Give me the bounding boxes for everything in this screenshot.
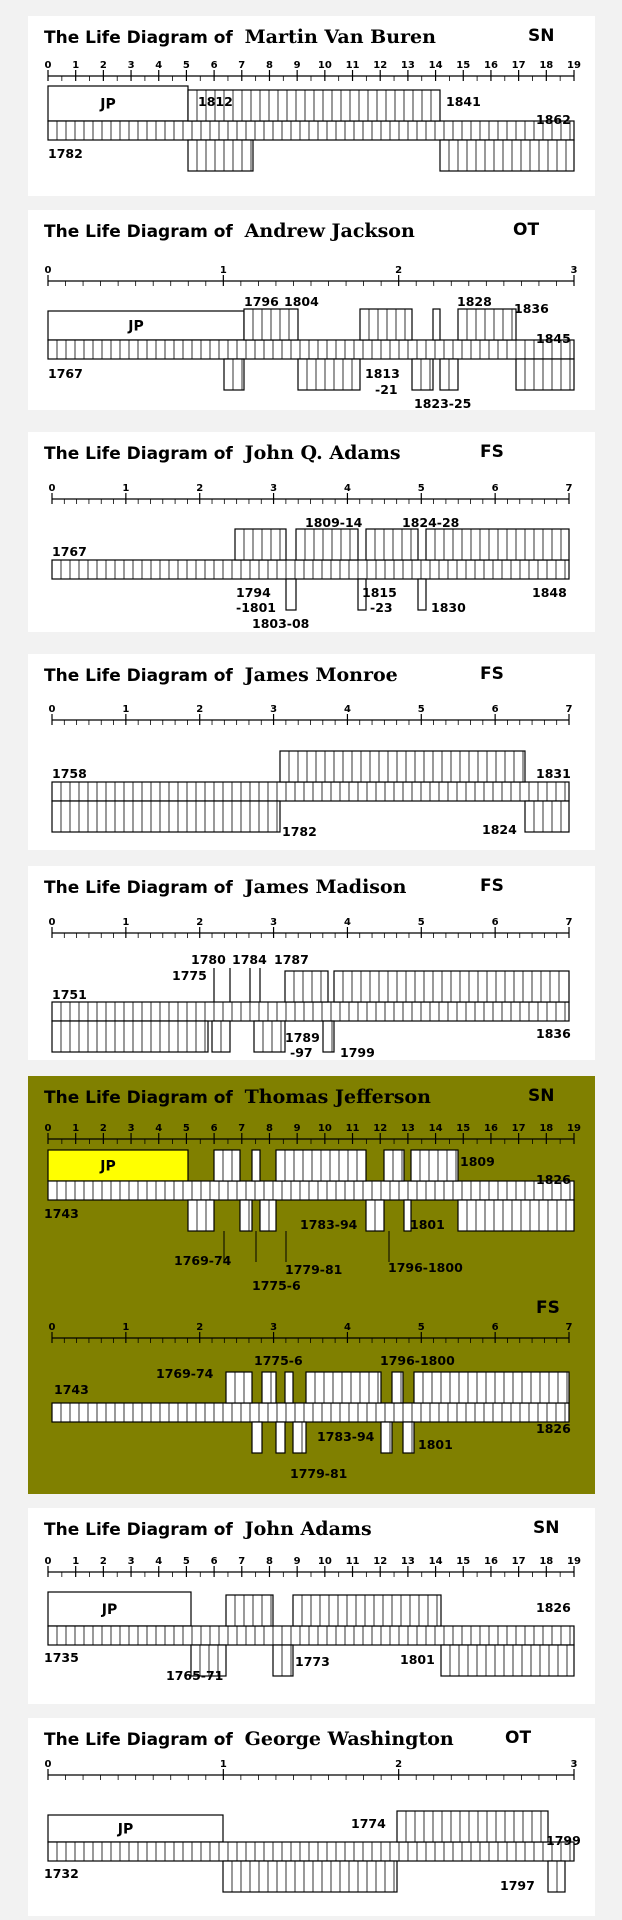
life-block: [286, 579, 296, 610]
year-label: 1809: [460, 1154, 495, 1169]
life-block: [48, 121, 574, 140]
year-label: 1796: [244, 294, 279, 309]
year-label: 1803-08: [252, 616, 310, 631]
scale-label: 4: [155, 1556, 163, 1567]
person-name: John Q. Adams: [244, 442, 401, 464]
life-diagram: [28, 210, 595, 410]
diagram-madison: [28, 866, 595, 1060]
diagram-jq-adams: [28, 432, 595, 632]
scale-label: 14: [428, 1123, 443, 1134]
year-label: 1735: [44, 1650, 79, 1665]
person-name: Andrew Jackson: [244, 220, 415, 242]
person-name: James Monroe: [244, 664, 398, 686]
scale-label: 16: [483, 60, 498, 71]
life-block: [273, 1645, 293, 1676]
life-block: [252, 1150, 260, 1181]
scale-label: 6: [491, 917, 499, 928]
scale-label: 0: [48, 917, 56, 928]
type-code: SN: [528, 26, 555, 46]
scale-label: 6: [210, 1123, 218, 1134]
scale-label: 4: [343, 483, 351, 494]
jp-box: [48, 1592, 191, 1626]
scale-label: 17: [511, 1123, 526, 1134]
jp-box: [48, 311, 244, 340]
scale-label: 0: [48, 704, 56, 715]
year-label: 1758: [52, 766, 87, 781]
year-label: 1801: [400, 1652, 435, 1667]
scale-label: 19: [567, 60, 581, 71]
year-label: 1775-6: [252, 1278, 301, 1293]
life-diagram: [28, 432, 595, 632]
scale-label: 1: [72, 60, 80, 71]
life-block: [276, 1422, 285, 1453]
type-code: OT: [505, 1728, 532, 1748]
year-label: 1823-25: [414, 396, 472, 411]
scale-label: 4: [155, 60, 163, 71]
year-label: 1775-6: [254, 1353, 303, 1368]
scale-label: 6: [491, 704, 499, 715]
scale-label: 5: [417, 483, 425, 494]
year-label: 1782: [48, 146, 83, 161]
scale-label: 14: [428, 60, 443, 71]
scale-label: 2: [196, 1322, 204, 1333]
year-label: 1826: [536, 1421, 571, 1436]
scale-label: 15: [456, 1123, 471, 1134]
scale-label: 12: [373, 1123, 388, 1134]
scale-label: 15: [456, 60, 471, 71]
life-diagram: [28, 866, 595, 1060]
diagram-title: The Life Diagram of Andrew Jackson: [44, 220, 415, 242]
scale-label: 4: [343, 704, 351, 715]
scale-label: 0: [44, 265, 52, 276]
year-label: 1779-81: [290, 1466, 348, 1481]
scale-label: 10: [317, 1123, 332, 1134]
scale-label: 3: [127, 1556, 135, 1567]
diagram-jackson: [28, 210, 595, 410]
scale-label: 19: [567, 1123, 581, 1134]
diagram-title: The Life Diagram of Martin Van Buren: [44, 26, 436, 48]
life-block: [418, 579, 426, 610]
diagram-j-adams: [28, 1508, 595, 1704]
life-block: [360, 309, 412, 340]
scale-label: 5: [182, 60, 190, 71]
year-label: 1783-94: [300, 1217, 358, 1232]
scale-label: 2: [196, 917, 204, 928]
type-code: FS: [480, 442, 504, 462]
scale-label: 12: [373, 60, 388, 71]
diagram-van-buren: [28, 16, 595, 196]
scale-label: 2: [99, 1556, 107, 1567]
scale-label: 1: [72, 1556, 80, 1567]
year-label: 1826: [536, 1600, 571, 1615]
year-label: 1836: [514, 301, 549, 316]
year-label: 1782: [282, 824, 317, 839]
life-block: [52, 560, 569, 579]
life-block: [414, 1372, 569, 1403]
type-code: FS: [480, 664, 504, 684]
person-name: George Washington: [244, 1728, 454, 1750]
jp-box: [48, 1150, 188, 1181]
year-label: 1804: [284, 294, 319, 309]
person-name: Thomas Jefferson: [244, 1086, 431, 1108]
life-block: [52, 782, 569, 801]
jp-label: JP: [128, 318, 144, 335]
year-label: 1828: [457, 294, 492, 309]
year-label: 1787: [274, 952, 309, 967]
life-diagram: [28, 1076, 595, 1494]
year-label: 1783-94: [317, 1429, 375, 1444]
person-name: James Madison: [244, 876, 407, 898]
year-label: 1784: [232, 952, 267, 967]
scale-label: 13: [400, 1556, 415, 1567]
scale-label: 19: [567, 1556, 581, 1567]
year-label: 1767: [48, 366, 83, 381]
scale-label: 16: [483, 1123, 498, 1134]
year-label: -97: [290, 1045, 313, 1060]
scale-label: 8: [265, 60, 273, 71]
jp-label: JP: [100, 1158, 116, 1175]
scale-label: 0: [48, 483, 56, 494]
scale-label: 7: [565, 483, 573, 494]
scale-label: 11: [345, 1556, 360, 1567]
life-block: [280, 751, 525, 782]
year-label: 1732: [44, 1866, 79, 1881]
scale-label: 3: [127, 1123, 135, 1134]
life-block: [433, 309, 440, 340]
scale-label: 0: [44, 60, 52, 71]
diagram-washington: [28, 1718, 595, 1916]
scale-label: 1: [122, 704, 130, 715]
diagram-title: The Life Diagram of George Washington: [44, 1728, 454, 1750]
jp-label: JP: [100, 96, 116, 113]
year-label: 1767: [52, 544, 87, 559]
scale-label: 17: [511, 1556, 526, 1567]
life-block: [188, 1200, 214, 1231]
scale-label: 0: [44, 1759, 52, 1770]
scale-label: 5: [182, 1123, 190, 1134]
life-block: [262, 1372, 276, 1403]
scale-label: 5: [417, 917, 425, 928]
life-block: [254, 1021, 285, 1052]
year-label: 1765-71: [166, 1668, 224, 1683]
type-code: OT: [513, 220, 540, 240]
life-block: [48, 340, 574, 359]
jp-label: JP: [101, 1602, 118, 1618]
year-label: 1780: [191, 952, 226, 967]
scale-label: 7: [238, 60, 246, 71]
scale-label: 1: [219, 1759, 227, 1770]
diagram-title: The Life Diagram of Thomas Jefferson: [44, 1086, 431, 1108]
scale-label: 10: [317, 60, 332, 71]
diagram-jefferson: [28, 1076, 595, 1494]
jp-label: JP: [117, 1821, 134, 1838]
scale-label: 2: [196, 704, 204, 715]
scale-label: 3: [270, 704, 278, 715]
scale-label: 2: [196, 483, 204, 494]
scale-label: 7: [565, 704, 573, 715]
scale-label: 3: [270, 917, 278, 928]
life-block: [52, 1403, 569, 1422]
life-diagram: [28, 1718, 595, 1916]
year-label: 1812: [198, 94, 233, 109]
year-label: 1862: [536, 112, 571, 127]
life-block: [252, 1422, 262, 1453]
scale-label: 7: [238, 1556, 246, 1567]
scale-label: 1: [122, 1322, 130, 1333]
scale-label: 0: [44, 1123, 52, 1134]
scale-label: 6: [491, 1322, 499, 1333]
scale-label: 3: [570, 1759, 578, 1770]
diagram-title: The Life Diagram of John Q. Adams: [44, 442, 401, 464]
scale-label: 2: [99, 60, 107, 71]
scale-label: 6: [491, 483, 499, 494]
diagram-title: The Life Diagram of James Monroe: [44, 664, 398, 686]
year-label: 1797: [500, 1878, 535, 1893]
person-name: Martin Van Buren: [244, 26, 436, 48]
life-block: [293, 1422, 306, 1453]
diagram-title: The Life Diagram of James Madison: [44, 876, 407, 898]
year-label: -23: [370, 600, 393, 615]
life-block: [52, 1021, 208, 1052]
year-label: 1796-1800: [388, 1260, 463, 1275]
year-label: 1796-1800: [380, 1353, 455, 1368]
scale-label: 13: [400, 60, 415, 71]
life-block: [235, 529, 286, 560]
life-diagram: [28, 654, 595, 850]
year-label: 1809-14: [305, 515, 363, 530]
year-label: 1769-74: [156, 1366, 214, 1381]
scale-label: 3: [570, 265, 578, 276]
life-block: [223, 1861, 397, 1892]
scale-label: 6: [210, 1556, 218, 1567]
diagram-title: The Life Diagram of John Adams: [44, 1518, 372, 1540]
scale-label: 4: [343, 917, 351, 928]
scale-label: 14: [428, 1556, 443, 1567]
life-block: [366, 529, 418, 560]
scale-label: 10: [317, 1556, 332, 1567]
scale-label: 1: [122, 483, 130, 494]
year-label: 1799: [340, 1045, 375, 1060]
life-block: [224, 359, 244, 390]
life-block: [397, 1811, 548, 1842]
life-block: [240, 1200, 252, 1231]
scale-label: 2: [99, 1123, 107, 1134]
scale-label: 18: [539, 1556, 554, 1567]
life-block: [48, 1181, 574, 1200]
scale-label: 16: [483, 1556, 498, 1567]
life-block: [441, 1645, 574, 1676]
type-code: SN: [533, 1518, 560, 1538]
scale-label: 8: [265, 1123, 273, 1134]
life-block: [411, 1150, 458, 1181]
year-label: -21: [375, 382, 398, 397]
year-label: 1751: [52, 987, 87, 1002]
life-block: [48, 1626, 574, 1645]
scale-label: 1: [72, 1123, 80, 1134]
year-label: 1774: [351, 1816, 386, 1831]
scale-label: 11: [345, 60, 360, 71]
year-label: 1773: [295, 1654, 330, 1669]
scale-label: 2: [395, 265, 403, 276]
life-block: [48, 1842, 574, 1861]
scale-label: 1: [122, 917, 130, 928]
life-block: [548, 1861, 565, 1892]
life-block: [285, 1372, 293, 1403]
type-code: FS: [480, 876, 504, 896]
life-block: [188, 140, 253, 171]
scale-label: 4: [155, 1123, 163, 1134]
year-label: 1775: [172, 968, 207, 983]
year-label: 1743: [54, 1382, 89, 1397]
life-diagram: [28, 1508, 595, 1704]
type-code: SN: [528, 1086, 555, 1106]
scale-label: 5: [417, 704, 425, 715]
scale-label: 18: [539, 1123, 554, 1134]
year-label: 1824-28: [402, 515, 460, 530]
scale-label: 1: [219, 265, 227, 276]
scale-label: 3: [270, 1322, 278, 1333]
life-block: [440, 140, 574, 171]
life-diagram: [28, 16, 595, 196]
year-label: 1815: [362, 585, 397, 600]
year-label: 1826: [536, 1172, 571, 1187]
year-label: 1743: [44, 1206, 79, 1221]
life-block: [226, 1595, 273, 1626]
sub-type-code: FS: [536, 1298, 560, 1318]
life-block: [52, 1002, 569, 1021]
life-block: [384, 1150, 404, 1181]
scale-label: 5: [182, 1556, 190, 1567]
scale-label: 8: [265, 1556, 273, 1567]
scale-label: 0: [48, 1322, 56, 1333]
scale-label: 7: [238, 1123, 246, 1134]
scale-label: 3: [127, 60, 135, 71]
scale-label: 2: [395, 1759, 403, 1770]
year-label: 1848: [532, 585, 567, 600]
scale-label: 13: [400, 1123, 415, 1134]
year-label: 1824: [482, 822, 517, 837]
year-label: 1841: [446, 94, 481, 109]
scale-label: 6: [210, 60, 218, 71]
life-block: [260, 1200, 276, 1231]
scale-label: 5: [417, 1322, 425, 1333]
year-label: 1836: [536, 1026, 571, 1041]
life-block: [426, 529, 569, 560]
life-block: [525, 801, 569, 832]
scale-label: 18: [539, 60, 554, 71]
life-block: [306, 1372, 381, 1403]
scale-label: 9: [293, 60, 301, 71]
jp-box: [48, 1815, 223, 1842]
scale-label: 4: [343, 1322, 351, 1333]
person-name: John Adams: [244, 1518, 372, 1540]
jp-box: [48, 86, 188, 121]
year-label: 1799: [546, 1833, 581, 1848]
year-label: 1831: [536, 766, 571, 781]
scale-label: 0: [44, 1556, 52, 1567]
year-label: -1801: [236, 600, 276, 615]
year-label: 1830: [431, 600, 466, 615]
scale-label: 11: [345, 1123, 360, 1134]
scale-label: 7: [565, 1322, 573, 1333]
scale-label: 15: [456, 1556, 471, 1567]
year-label: 1779-81: [285, 1262, 343, 1277]
life-block: [285, 971, 328, 1002]
year-label: 1813: [365, 366, 400, 381]
life-block: [214, 1150, 240, 1181]
scale-label: 7: [565, 917, 573, 928]
year-label: 1769-74: [174, 1253, 232, 1268]
scale-label: 12: [373, 1556, 388, 1567]
year-label: 1845: [536, 331, 571, 346]
life-block: [52, 801, 280, 832]
scale-label: 17: [511, 60, 526, 71]
year-label: 1801: [410, 1217, 445, 1232]
diagram-monroe: [28, 654, 595, 850]
scale-label: 9: [293, 1123, 301, 1134]
year-label: 1789: [285, 1030, 320, 1045]
life-block: [226, 1372, 252, 1403]
life-block: [334, 971, 569, 1002]
year-label: 1801: [418, 1437, 453, 1452]
scale-label: 9: [293, 1556, 301, 1567]
year-label: 1794: [236, 585, 271, 600]
scale-label: 3: [270, 483, 278, 494]
